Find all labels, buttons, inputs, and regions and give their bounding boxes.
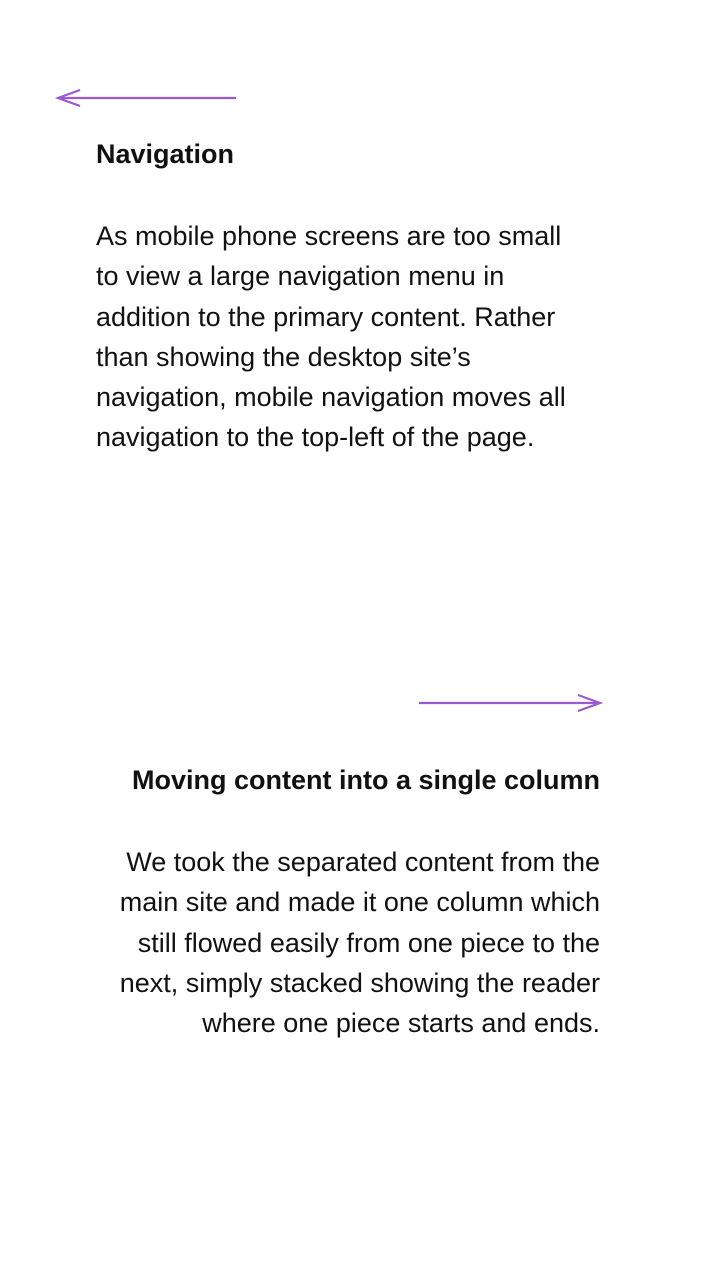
single-column-section	[96, 762, 600, 1043]
arrow-right-icon[interactable]	[416, 693, 606, 713]
navigation-section	[96, 136, 600, 458]
single-column-title: Moving content into a single column	[131, 765, 600, 795]
arrow-left-icon[interactable]	[52, 88, 240, 108]
navigation-title: Navigation	[96, 139, 235, 169]
navigation-description: As mobile phone screens are too small to view a large navigation menu in addition to the primary content. Rather than showing the desktop site’s navigation, mobile navigation moves all navigation to the top-left of the page.	[96, 221, 566, 453]
single-column-description: We took the separated content from the main site and made it one column which still flowed easily from one piece to the next, simply stacked showing the reader where one piece starts and ends.	[119, 847, 600, 1039]
